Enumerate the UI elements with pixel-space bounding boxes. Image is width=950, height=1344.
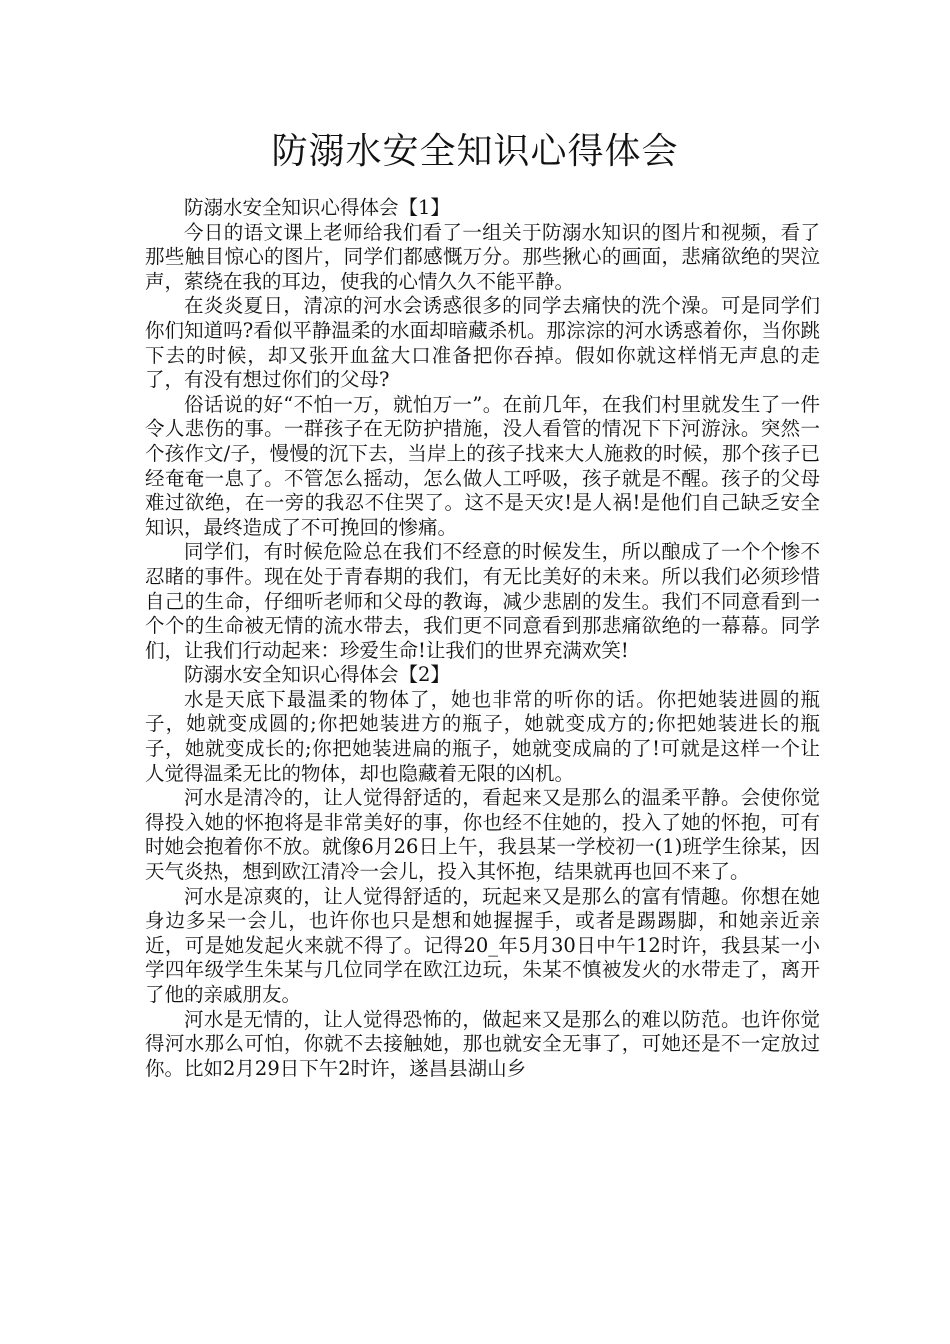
document-body	[145, 196, 820, 1081]
section-heading-2: 防溺水安全知识心得体会【2】	[184, 663, 450, 687]
paragraph: 在炎炎夏日，清凉的河水会诱惑很多的同学去痛快的洗个澡。可是同学们你们知道吗?看似平静温柔的水面却暗藏杀机。那淙淙的河水诱惑着你，当你跳下去的时候，却又张开血盆大口准备把你吞掉。假如你就这样悄无声息的走了，有没有想过你们的父母?	[145, 294, 820, 392]
paragraph: 河水是清冷的，让人觉得舒适的，看起来又是那么的温柔平静。会使你觉得投入她的怀抱将是非常美好的事，你也经不住她的，投入了她的怀抱，可有时她会抱着你不放。就像6月26日上午，我县某一学校初一(1)班学生徐某，因天气炎热，想到欧江清冷一会儿，投入其怀抱，结果就再也回不来了。	[145, 786, 820, 884]
paragraph: 今日的语文课上老师给我们看了一组关于防溺水知识的图片和视频，看了那些触目惊心的图片，同学们都感慨万分。那些揪心的画面，悲痛欲绝的哭泣声，萦绕在我的耳边，使我的心情久久不能平静。	[145, 220, 820, 293]
paragraph: 水是天底下最温柔的物体了，她也非常的听你的话。你把她装进圆的瓶子，她就变成圆的;你把她装进方的瓶子，她就变成方的;你把她装进长的瓶子，她就变成长的;你把她装进扁的瓶子，她就变成扁的了!可就是这样一个让人觉得温柔无比的物体，却也隐藏着无限的凶机。	[145, 687, 820, 785]
document-title: 防溺水安全知识心得体会	[271, 131, 679, 172]
section-heading-1: 防溺水安全知识心得体会【1】	[184, 196, 450, 219]
paragraph: 俗话说的好“不怕一万，就怕万一”。在前几年，在我们村里就发生了一件令人悲伤的事。一群孩子在无防护措施，没人看管的情况下下河游泳。突然一个孩作文/子，慢慢的沉下去，当岸上的孩子找来大人施救的时候，那个孩子已经奄奄一息了。不管怎么摇动，怎么做人工呼吸，孩子就是不醒。孩子的父母难过欲绝，在一旁的我忍不住哭了。这不是天灾!是人祸!是他们自己缺乏安全知识，最终造成了不可挽回的惨痛。	[145, 392, 820, 539]
paragraph: 同学们，有时候危险总在我们不经意的时候发生，所以酿成了一个个惨不忍睹的事件。现在处于青春期的我们，有无比美好的未来。所以我们必须珍惜自己的生命，仔细听老师和父母的教诲，减少悲剧的发生。我们不同意看到一个个的生命被无情的流水带去，我们更不同意看到那悲痛欲绝的一幕幕。同学们，让我们行动起来：珍爱生命!让我们的世界充满欢笑!	[145, 540, 820, 662]
paragraph: 河水是无情的，让人觉得恐怖的，做起来又是那么的难以防范。也许你觉得河水那么可怕，你就不去接触她，那也就安全无事了，可她还是不一定放过你。比如2月29日下午2时许，遂昌县湖山乡	[145, 1007, 820, 1080]
paragraph: 河水是凉爽的，让人觉得舒适的，玩起来又是那么的富有情趣。你想在她身边多呆一会儿，也许你也只是想和她握握手，或者是踢踢脚，和她亲近亲近，可是她发起火来就不得了。记得20_年5月30日中午12时许，我县某一小学四年级学生朱某与几位同学在欧江边玩，朱某不慎被发火的水带走了，离开了他的亲戚朋友。	[145, 884, 820, 1006]
